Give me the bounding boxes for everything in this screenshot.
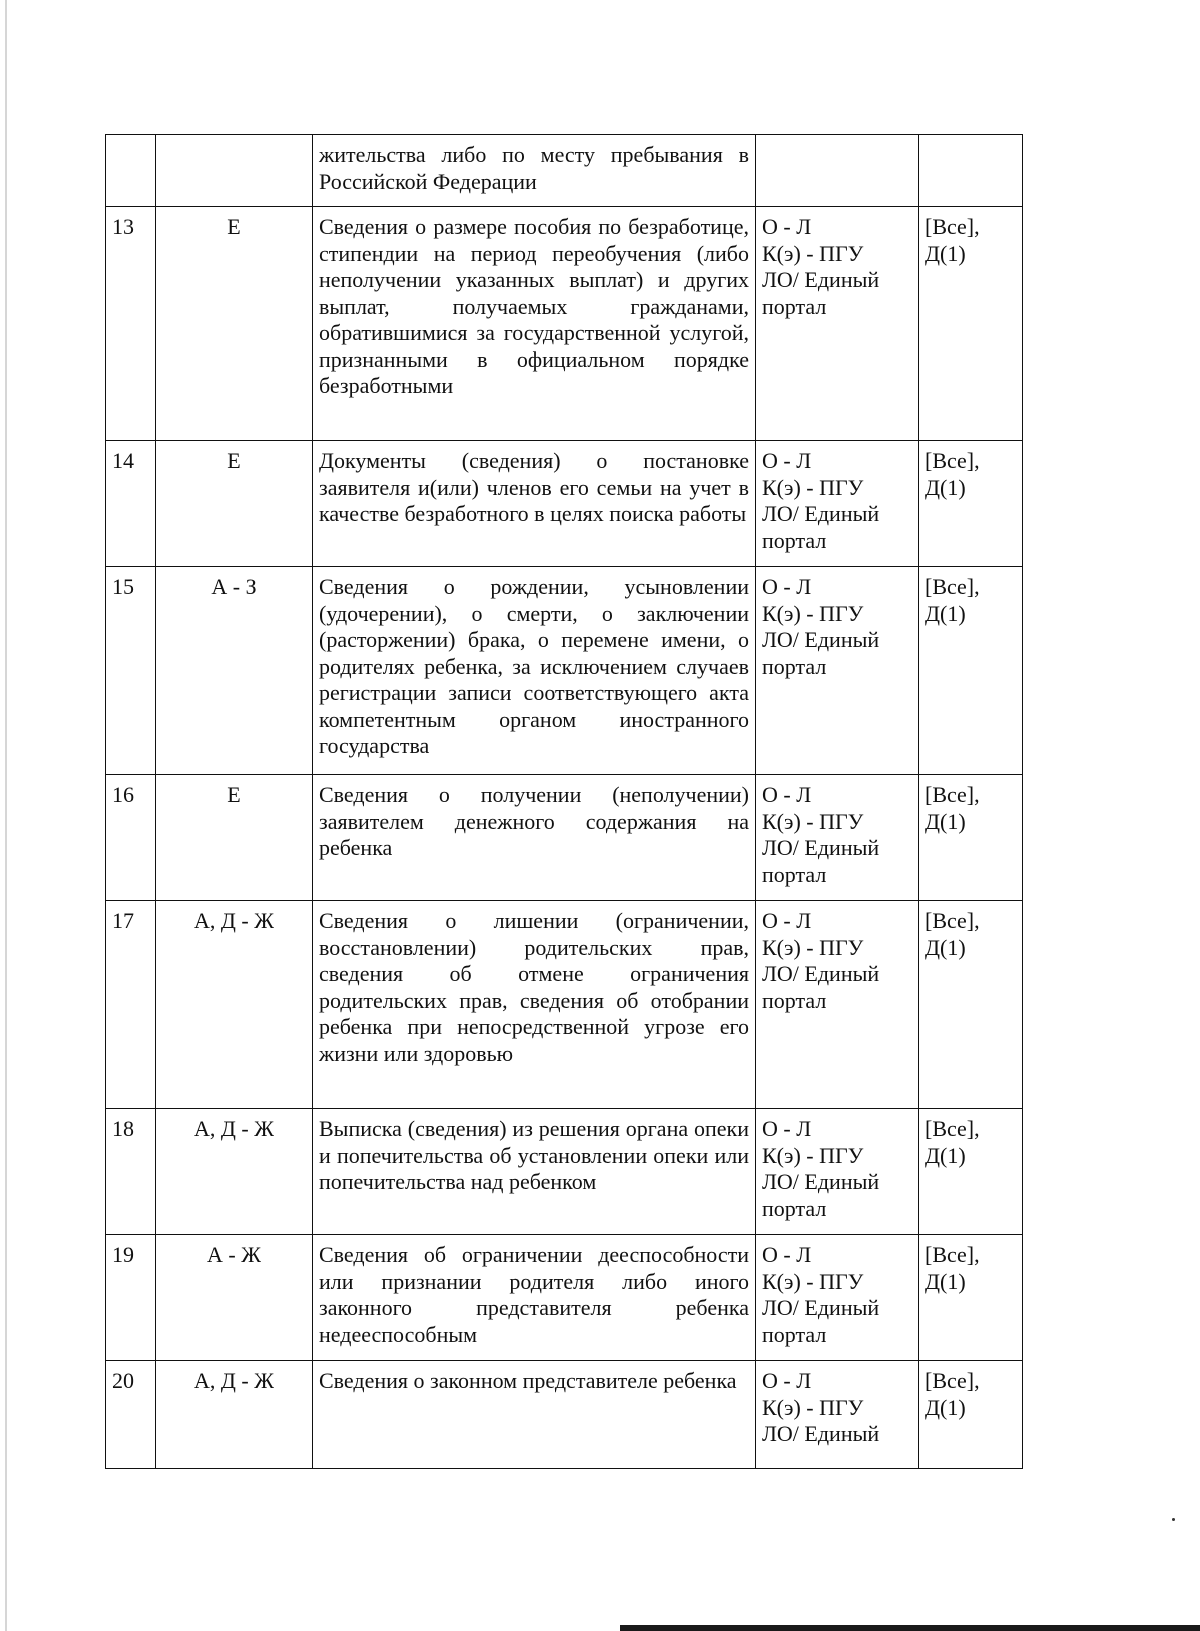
row-category-cell (919, 567, 1023, 775)
row-description-cell (313, 1109, 756, 1235)
channel-line: К(э) - ПГУ (762, 1394, 864, 1420)
category-line: [Все], (925, 214, 980, 239)
channel-line: О - Л (762, 908, 812, 933)
row-description-cell (313, 901, 756, 1109)
table-row (106, 1235, 1023, 1361)
row-channel-cell (756, 207, 919, 441)
channel-line: К(э) - ПГУ (762, 808, 864, 834)
row-description-text: Сведения об ограничении дееспособности или признании родителя либо иного законного представителя ребенка недееспособным (319, 1242, 749, 1347)
row-description-cell (313, 135, 756, 207)
channel-line: К(э) - ПГУ (762, 474, 864, 500)
row-category-cell (919, 441, 1023, 567)
category-line: Д(1) (925, 934, 966, 960)
channel-line: ЛО/ Единый (762, 1421, 880, 1446)
row-number-cell: 16 (106, 775, 156, 901)
category-line: Д(1) (925, 1142, 966, 1168)
channel-line: ЛО/ Единый (762, 1169, 880, 1194)
channel-line: портал (762, 1195, 827, 1221)
row-number-cell: 17 (106, 901, 156, 1109)
channel-line: портал (762, 527, 827, 553)
row-description-cell (313, 567, 756, 775)
row-channel-cell (756, 567, 919, 775)
channel-line: О - Л (762, 214, 812, 239)
category-line: [Все], (925, 782, 980, 807)
row-description-cell (313, 207, 756, 441)
channel-line: К(э) - ПГУ (762, 600, 864, 626)
row-number-cell: 14 (106, 441, 156, 567)
row-description-text: Сведения о получении (неполучении) заявителем денежного содержания на ребенка (319, 782, 749, 860)
channel-line: ЛО/ Единый (762, 835, 880, 860)
row-category-cell (919, 1235, 1023, 1361)
row-number-cell: 15 (106, 567, 156, 775)
category-line: Д(1) (925, 240, 966, 266)
row-description-cell (313, 1235, 756, 1361)
scan-edge-bottom (620, 1625, 1200, 1631)
row-code-cell: А, Д - Ж (156, 901, 313, 1109)
category-line: [Все], (925, 574, 980, 599)
channel-line: О - Л (762, 574, 812, 599)
row-description-cell (313, 1361, 756, 1469)
row-description-cell (313, 441, 756, 567)
channel-line: О - Л (762, 448, 812, 473)
channel-line: ЛО/ Единый (762, 267, 880, 292)
row-channel-cell (756, 135, 919, 207)
row-channel-cell (756, 901, 919, 1109)
category-line: Д(1) (925, 808, 966, 834)
category-line: [Все], (925, 1242, 980, 1267)
scan-speck (1172, 1518, 1175, 1521)
row-code-cell (156, 135, 313, 207)
row-category-cell (919, 207, 1023, 441)
row-number-cell: 20 (106, 1361, 156, 1469)
row-channel-cell (756, 1235, 919, 1361)
row-number-cell: 18 (106, 1109, 156, 1235)
row-category-cell (919, 1361, 1023, 1469)
channel-line: К(э) - ПГУ (762, 1142, 864, 1168)
row-category-cell (919, 135, 1023, 207)
row-code-cell: А, Д - Ж (156, 1361, 313, 1469)
channel-line: ЛО/ Единый (762, 627, 880, 652)
channel-line: К(э) - ПГУ (762, 934, 864, 960)
row-code-cell: А - З (156, 567, 313, 775)
table-row (106, 441, 1023, 567)
row-category-cell (919, 901, 1023, 1109)
row-channel-cell (756, 1361, 919, 1469)
row-number-cell: 13 (106, 207, 156, 441)
channel-line: портал (762, 987, 827, 1013)
channel-line: ЛО/ Единый (762, 501, 880, 526)
services-table (105, 134, 1023, 1469)
row-code-cell: Е (156, 207, 313, 441)
category-line: Д(1) (925, 1268, 966, 1294)
row-category-cell (919, 775, 1023, 901)
row-channel-cell (756, 1109, 919, 1235)
channel-line: портал (762, 861, 827, 887)
channel-line: О - Л (762, 1116, 812, 1141)
channel-line: портал (762, 653, 827, 679)
category-line: Д(1) (925, 600, 966, 626)
category-line: Д(1) (925, 1394, 966, 1420)
row-channel-cell (756, 775, 919, 901)
channel-line: портал (762, 293, 827, 319)
channel-line: О - Л (762, 782, 812, 807)
category-line: [Все], (925, 908, 980, 933)
category-line: [Все], (925, 1116, 980, 1141)
row-description-text: Сведения о размере пособия по безработице, стипендии на период переобучения (либо неполучении указанных выплат) и других выплат, получаемых гражданами, обратившимися за государственной услугой, признанными в официальном порядке безработными (319, 214, 749, 398)
category-line: [Все], (925, 1368, 980, 1393)
row-description-text: Выписка (сведения) из решения органа опеки и попечительства об установлении опеки или попечительства над ребенком (319, 1116, 749, 1194)
table-row (106, 567, 1023, 775)
category-line: Д(1) (925, 474, 966, 500)
row-description-text: Сведения о рождении, усыновлении (удочерении), о смерти, о заключении (расторжении) брака, о перемене имени, о родителях ребенка, за исключением случаев регистрации записи соответствующего акта компетентным органом иностранного государства (319, 574, 749, 758)
row-category-cell (919, 1109, 1023, 1235)
row-code-cell: А - Ж (156, 1235, 313, 1361)
table-row (106, 775, 1023, 901)
table-row (106, 901, 1023, 1109)
row-description-text: жительства либо по месту пребывания в Российской Федерации (319, 142, 749, 194)
channel-line: портал (762, 1321, 827, 1347)
row-number-cell: 19 (106, 1235, 156, 1361)
channel-line: ЛО/ Единый (762, 961, 880, 986)
row-description-text: Сведения о лишении (ограничении, восстановлении) родительских прав, сведения об отмене ограничения родительских прав, сведения об отобрании ребенка при непосредственной угрозе его жизни или здоровью (319, 908, 749, 1066)
table-row (106, 207, 1023, 441)
table-body (106, 135, 1023, 1469)
table-row-continuation (106, 135, 1023, 207)
channel-line: О - Л (762, 1368, 812, 1393)
row-description-text: Сведения о законном представителе ребенка (319, 1368, 737, 1393)
channel-line: К(э) - ПГУ (762, 1268, 864, 1294)
row-channel-cell (756, 441, 919, 567)
channel-line: О - Л (762, 1242, 812, 1267)
row-code-cell: А, Д - Ж (156, 1109, 313, 1235)
channel-line: К(э) - ПГУ (762, 240, 864, 266)
scan-edge-left (5, 0, 7, 1631)
row-code-cell: Е (156, 441, 313, 567)
category-line: [Все], (925, 448, 980, 473)
row-description-cell (313, 775, 756, 901)
row-number-cell (106, 135, 156, 207)
table-row (106, 1109, 1023, 1235)
row-description-text: Документы (сведения) о постановке заявителя и(или) членов его семьи на учет в качестве безработного в целях поиска работы (319, 448, 749, 526)
row-code-cell: Е (156, 775, 313, 901)
channel-line: ЛО/ Единый (762, 1295, 880, 1320)
table-row (106, 1361, 1023, 1469)
